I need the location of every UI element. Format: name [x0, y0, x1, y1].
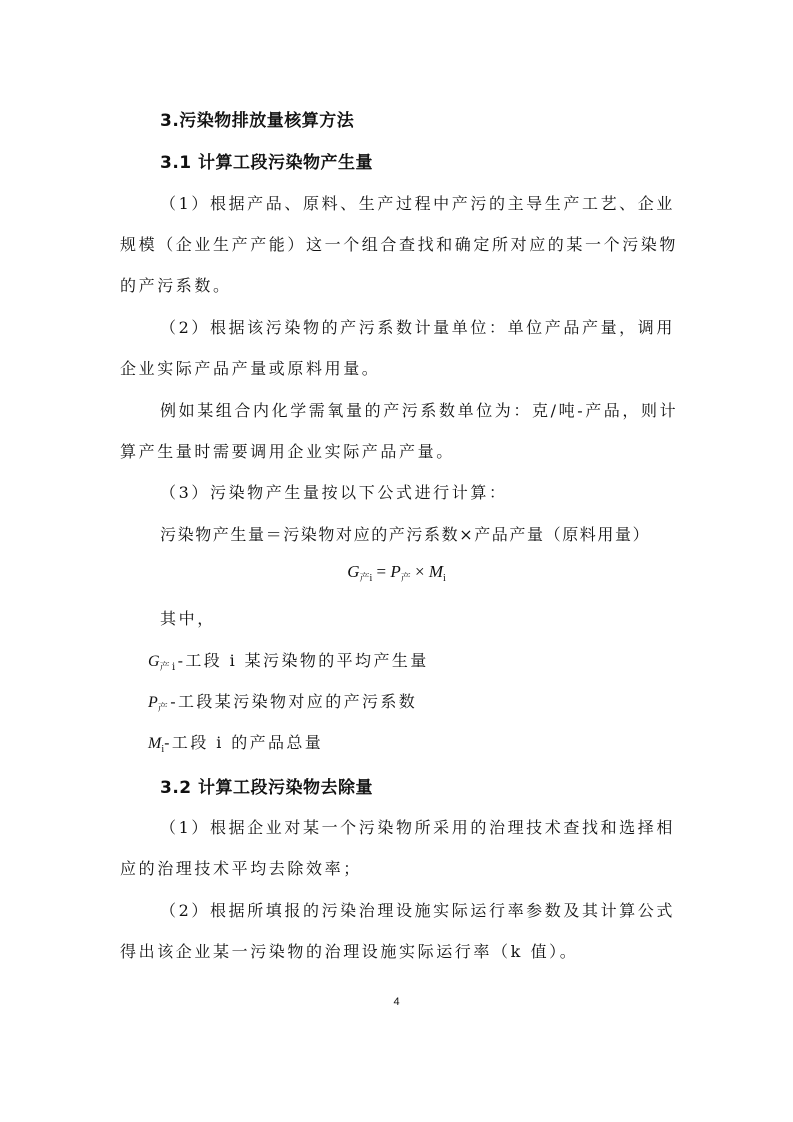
- definition-subscript: i: [161, 744, 165, 755]
- paragraph-line: 企业实际产品产量或原料用量。: [120, 359, 381, 378]
- definition-text: -工段 i 某污染物的平均产生量: [177, 651, 429, 670]
- paragraph-line: （3）污染物产生量按以下公式进行计算：: [160, 483, 508, 502]
- formula-subscript: 产: [400, 573, 411, 584]
- paragraph-line: （1）根据产品、原料、生产过程中产污的主导生产工艺、企业: [160, 194, 675, 213]
- definition-subscript: 产: [157, 703, 171, 714]
- definition-line: [148, 730, 323, 753]
- definition-subscript: 产i: [159, 662, 178, 673]
- definition-symbol: P: [148, 694, 158, 711]
- formula-subscript: 产i: [359, 573, 373, 584]
- paragraph-line: 规模（企业生产产能）这一个组合查找和确定所对应的某一个污染物: [120, 235, 679, 254]
- definition-text: -工段 i 的产品总量: [164, 733, 324, 752]
- paragraph-line: 得出该企业某一污染物的治理设施实际运行率（k 值）。: [120, 942, 579, 961]
- formula-equals: =: [372, 562, 391, 581]
- paragraph-line: （1）根据企业对某一个污染物所采用的治理技术查找和选择相: [160, 818, 675, 837]
- page-number: 4: [393, 996, 400, 1008]
- formula-symbol-m: M: [428, 562, 444, 581]
- formula-symbol-p: P: [390, 562, 401, 581]
- paragraph-line: （2）根据所填报的污染治理设施实际运行率参数及其计算公式: [160, 901, 675, 920]
- formula-text-line: 污染物产生量＝污染物对应的产污系数×产品产量（原料用量）: [160, 525, 651, 544]
- paragraph-line: 算产生量时需要调用企业实际产品产量。: [120, 442, 455, 461]
- where-label: 其中，: [160, 609, 216, 628]
- paragraph-line: （2）根据该污染物的产污系数计量单位：单位产品产量，调用: [160, 318, 675, 337]
- paragraph-line: 的产污系数。: [120, 276, 232, 295]
- definition-text: -工段某污染物对应的产污系数: [170, 692, 418, 711]
- section-3-2-heading: 3.2 计算工段污染物去除量: [160, 778, 374, 798]
- formula-symbol-g: G: [347, 562, 360, 581]
- definition-line: [148, 648, 429, 671]
- formula-times: ×: [410, 562, 429, 581]
- paragraph-line: 应的治理技术平均去除效率；: [120, 859, 362, 878]
- section-3-1-heading: 3.1 计算工段污染物产生量: [160, 153, 374, 173]
- definition-symbol: G: [148, 653, 160, 670]
- section-3-heading: 3.污染物排放量核算方法: [160, 111, 355, 131]
- formula-equation: [0, 562, 793, 582]
- definition-line: [148, 689, 417, 712]
- definition-symbol: M: [148, 735, 162, 752]
- paragraph-line: 例如某组合内化学需氧量的产污系数单位为：克/吨-产品，则计: [160, 401, 679, 420]
- formula-subscript: i: [443, 573, 446, 584]
